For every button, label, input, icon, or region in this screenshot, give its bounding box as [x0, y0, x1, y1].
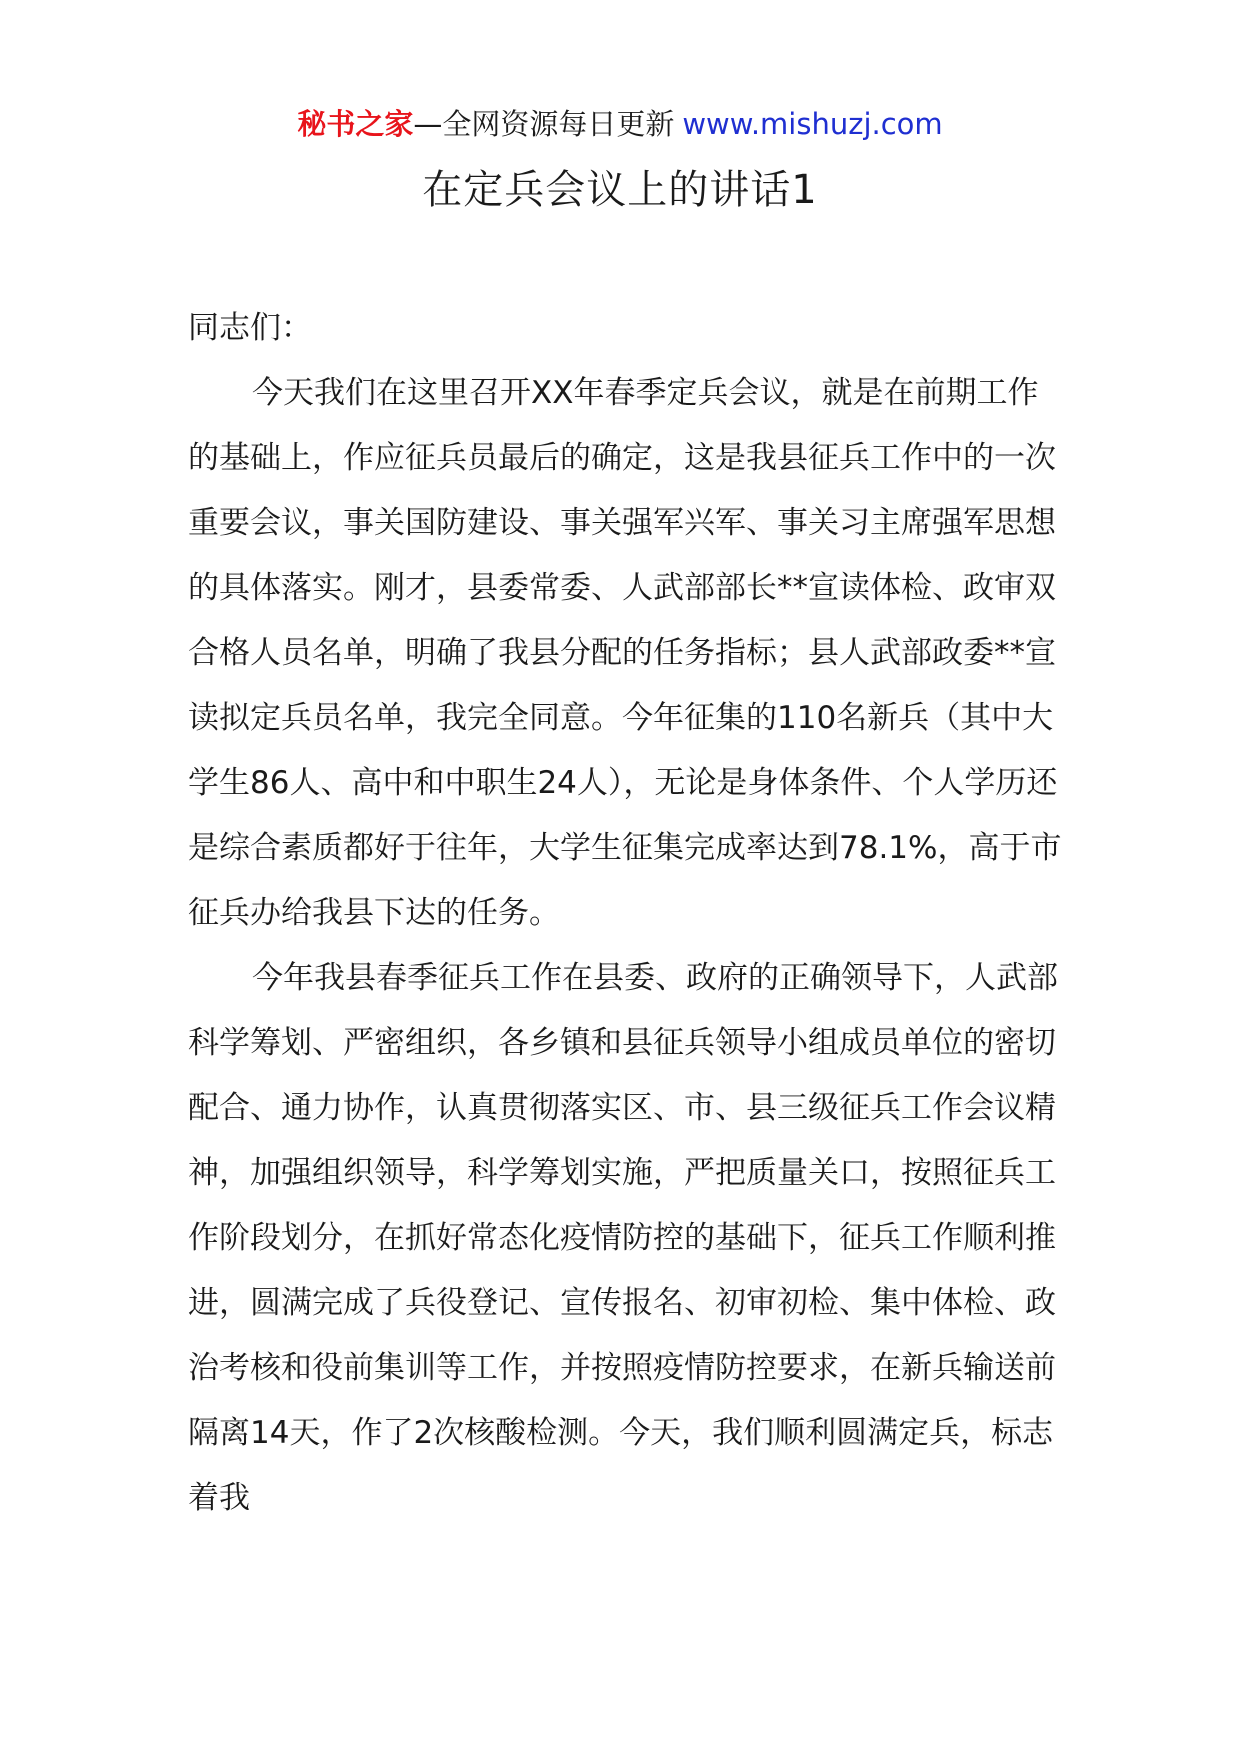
document-body	[188, 296, 1068, 1531]
brand-name: 秘书之家	[297, 107, 414, 141]
document-title: 在定兵会议上的讲话1	[422, 167, 818, 213]
site-url-link[interactable]: www.mishuzj.com	[682, 107, 943, 141]
body-paragraph: 今年我县春季征兵工作在县委、政府的正确领导下，人武部科学筹划、严密组织，各乡镇和县征兵领导小组成员单位的密切配合、通力协作，认真贯彻落实区、市、县三级征兵工作会议精神，加强组织领导，科学筹划实施，严把质量关口，按照征兵工作阶段划分，在抓好常态化疫情防控的基础下，征兵工作顺利推进，圆满完成了兵役登记、宣传报名、初审初检、集中体检、政治考核和役前集训等工作，并按照疫情防控要求，在新兵输送前隔离14天，作了2次核酸检测。今天，我们顺利圆满定兵，标志着我	[188, 960, 1058, 1516]
salutation: 同志们：	[188, 310, 312, 346]
site-header-banner	[0, 104, 1240, 144]
body-paragraph: 今天我们在这里召开XX年春季定兵会议，就是在前期工作的基础上，作应征兵员最后的确定，这是我县征兵工作中的一次重要会议，事关国防建设、事关强军兴军、事关习主席强军思想的具体落实。刚才，县委常委、人武部部长**宣读体检、政审双合格人员名单，明确了我县分配的任务指标；县人武部政委**宣读拟定兵员名单，我完全同意。今年征集的110名新兵（其中大学生86人、高中和中职生24人），无论是身体条件、个人学历还是综合素质都好于往年，大学生征集完成率达到78.1%，高于市征兵办给我县下达的任务。	[188, 375, 1062, 931]
site-slogan: —全网资源每日更新	[413, 107, 675, 141]
